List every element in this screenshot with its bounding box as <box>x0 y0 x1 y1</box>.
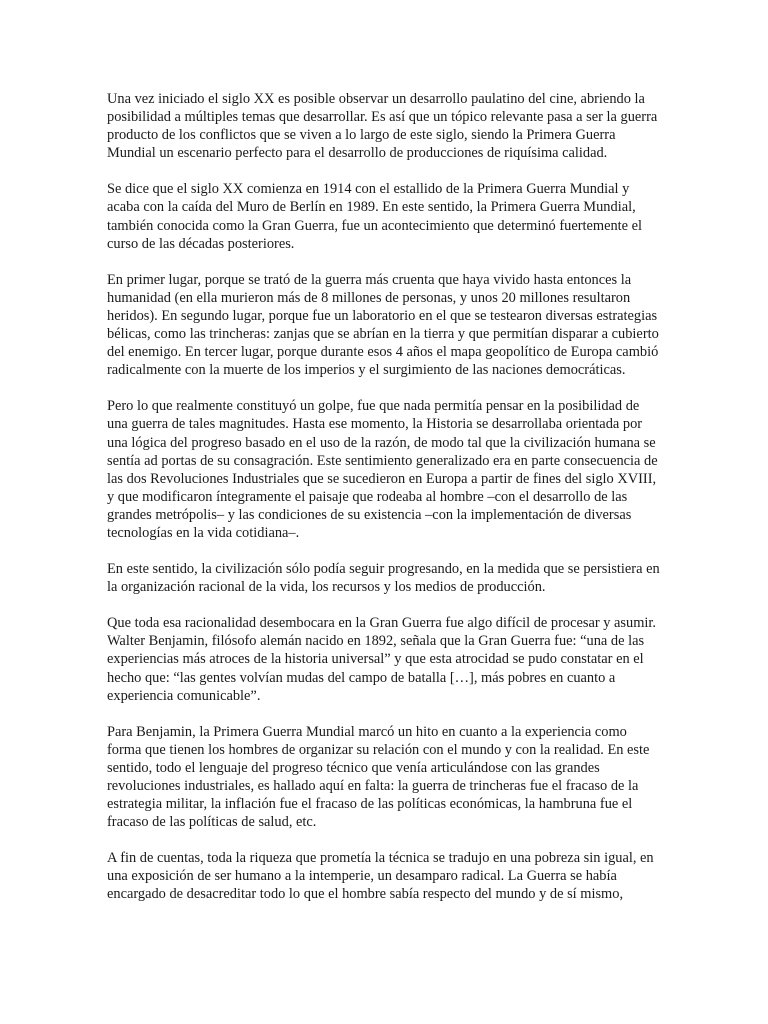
paragraph-4: Pero lo que realmente constituyó un golpe, fue que nada permitía pensar en la posibilidad de una guerra de tales magnitudes. Hasta ese momento, la Historia se desarrollaba orientada por una lógica del progreso basado en el uso de la razón, de modo tal que la civilización humana se sentía ad portas de su consagración. Este sentimiento generalizado era en parte consecuencia de las dos Revoluciones Industriales que se sucedieron en Europa a partir de fines del siglo XVIII, y que modificaron íntegramente el paisaje que rodeaba al hombre –con el desarrollo de las grandes metrópolis– y las condiciones de su existencia –con la implementación de diversas tecnologías en la vida cotidiana–. <box>107 398 658 541</box>
paragraph-6: Que toda esa racionalidad desembocara en la Gran Guerra fue algo difícil de procesar y asumir. Walter Benjamin, filósofo alemán nacido en 1892, señala que la Gran Guerra fue: “una de las experiencias más atroces de la historia universal” y que esta atrocidad se pudo constatar en el hecho que: “las gentes volvían mudas del campo de batalla […], más pobres en cuanto a experiencia comunicable”. <box>107 615 657 704</box>
paragraph-1: Una vez iniciado el siglo XX es posible observar un desarrollo paulatino del cine, abriendo la posibilidad a múltiples temas que desarrollar. Es así que un tópico relevante pasa a ser la guerra producto de los conflictos que se viven a lo largo de este siglo, siendo la Primera Guerra Mundial un escenario perfecto para el desarrollo de producciones de riquísima calidad. <box>107 91 658 162</box>
paragraph-8: A fin de cuentas, toda la riqueza que prometía la técnica se tradujo en una pobreza sin igual, en una exposición de ser humano a la intemperie, un desamparo radical. La Guerra se había encargado de desacreditar todo lo que el hombre sabía respecto del mundo y de sí mismo, <box>107 850 654 903</box>
paragraph-2: Se dice que el siglo XX comienza en 1914 con el estallido de la Primera Guerra Mundial y acaba con la caída del Muro de Berlín en 1989. En este sentido, la Primera Guerra Mundial, también conocida como la Gran Guerra, fue un acontecimiento que determinó fuertemente el curso de las décadas posteriores. <box>107 181 643 252</box>
paragraph-7: Para Benjamin, la Primera Guerra Mundial marcó un hito en cuanto a la experiencia como forma que tienen los hombres de organizar su relación con el mundo y con la realidad. En este sentido, todo el lenguaje del progreso técnico que venía articulándose con las grandes revoluciones industriales, es hallado aquí en falta: la guerra de trincheras fue el fracaso de la estrategia militar, la inflación fue el fracaso de las políticas económicas, la hambruna fue el fracaso de las políticas de salud, etc. <box>107 723 650 831</box>
document-body <box>107 90 662 922</box>
paragraph-3: En primer lugar, porque se trató de la guerra más cruenta que haya vivido hasta entonces la humanidad (en ella murieron más de 8 millones de personas, y unos 20 millones resultaron heridos). En segundo lugar, porque fue un laboratorio en el que se testearon diversas estrategias bélicas, como las trincheras: zanjas que se abrían en la tierra y que permitían disparar a cubierto del enemigo. En tercer lugar, porque durante esos 4 años el mapa geopolítico de Europa cambió radicalmente con la muerte de los imperios y el surgimiento de las naciones democráticas. <box>107 271 659 379</box>
paragraph-5: En este sentido, la civilización sólo podía seguir progresando, en la medida que se persistiera en la organización racional de la vida, los recursos y los medios de producción. <box>107 561 660 596</box>
